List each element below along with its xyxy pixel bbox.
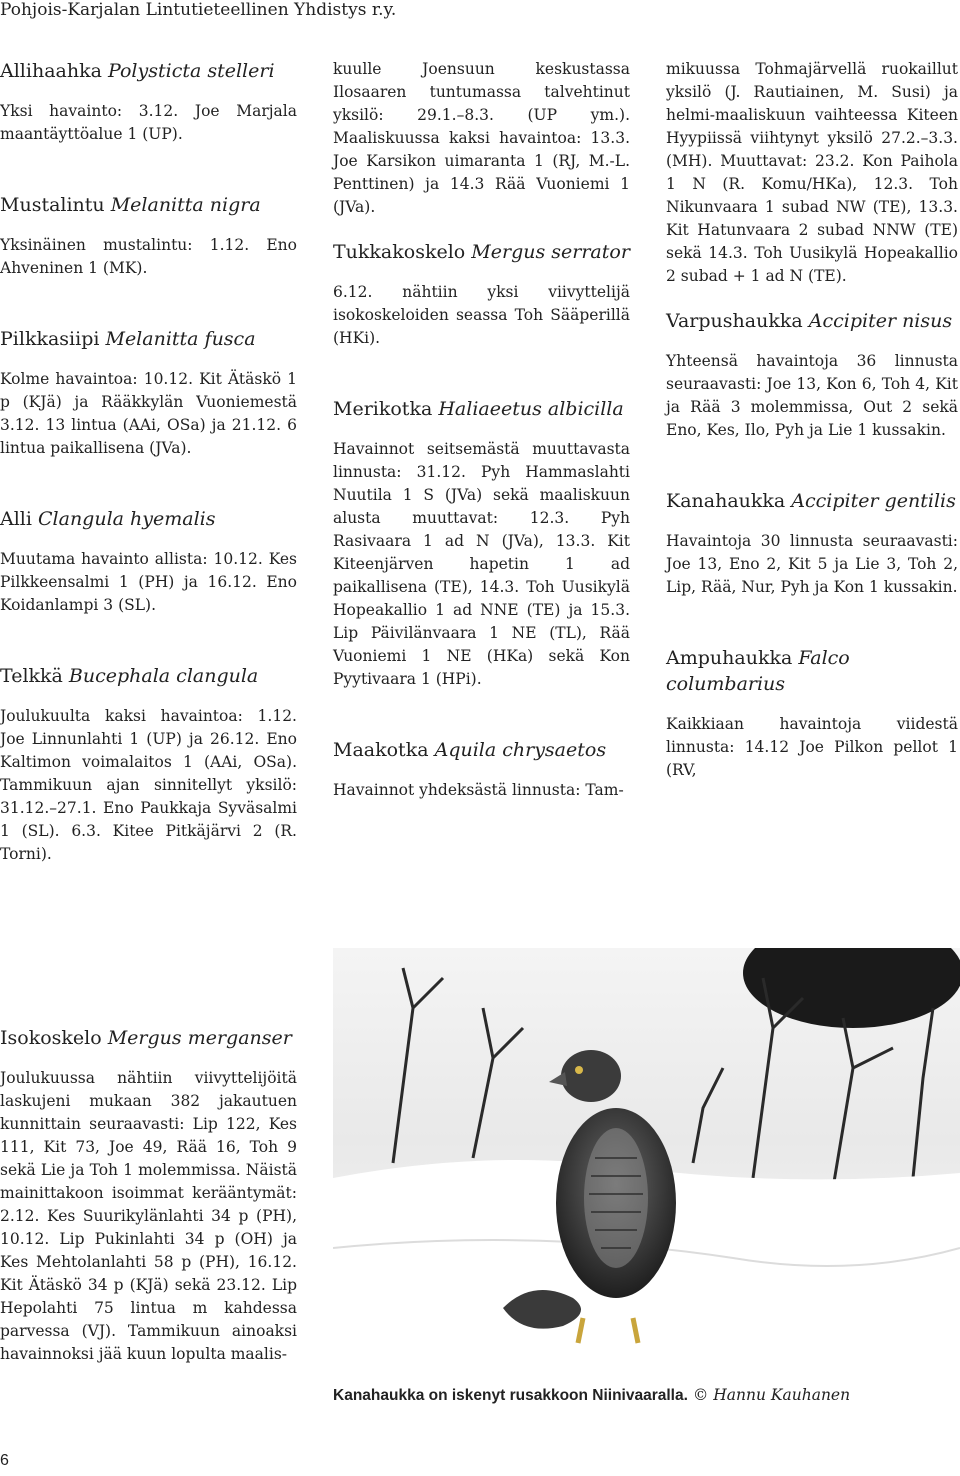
photo-caption	[333, 1386, 850, 1405]
species-entry	[0, 506, 297, 617]
page-number: 6	[0, 1452, 9, 1469]
species-entry	[666, 308, 958, 442]
photo-credit: © Hannu Kauhanen	[692, 1386, 851, 1404]
species-entry	[0, 326, 297, 460]
species-entry	[666, 645, 958, 782]
species-text: Yksinäinen mustalintu: 1.12. Eno Ahveninen 1 (MK).	[0, 236, 297, 277]
species-heading: Kanahaukka Accipiter gentilis	[666, 490, 956, 512]
species-heading: Maakotka Aquila chrysaetos	[333, 739, 607, 761]
column-2	[333, 58, 630, 848]
continued-text: kuulle Joensuun keskustassa Ilosaaren tuntumassa talvehtinut yksilö: 29.1.–8.3. (UP ym.). Maaliskuussa kaksi havaintoa: 13.3. Joe Karsikon uimaranta 1 (RJ, M.-L. Penttinen) ja 14.3 Rää Vuoniemi 1 (JVa).	[333, 60, 630, 216]
species-heading: Varpushaukka Accipiter nisus	[666, 310, 953, 332]
species-heading: Allihaahka Polysticta stelleri	[0, 60, 275, 82]
species-entry	[333, 239, 630, 350]
species-heading: Telkkä Bucephala clangula	[0, 665, 259, 687]
species-heading: Mustalintu Melanitta nigra	[0, 194, 261, 216]
species-entry	[0, 58, 297, 146]
species-text: Joulukuulta kaksi havaintoa: 1.12. Joe Linnunlahti 1 (UP) ja 26.12. Eno Kaltimon voimalaitos 1 (AAi, OSa). Tammikuun ajan sinnitellyt yksilö: 31.12.–27.1. Eno Paukkaja Syväsalmi 1 (SL). 6.3. Kitee Pitkäjärvi 2 (R. Torni).	[0, 707, 297, 863]
species-heading: Merikotka Haliaeetus albicilla	[333, 398, 624, 420]
species-text: Yhteensä havaintoja 36 linnusta seuraavasti: Joe 13, Kon 6, Toh 4, Kit ja Rää 3 molemmissa, Out 2 sekä Eno, Kes, Ilo, Pyh ja Lie 1 kussakin.	[666, 352, 958, 439]
species-text: Yksi havainto: 3.12. Joe Marjala maantäyttöalue 1 (UP).	[0, 102, 297, 143]
species-text: Havainnot seitsemästä muuttavasta linnusta: 31.12. Pyh Hammaslahti Nuutila 1 S (JVa) sekä maaliskuun alusta muuttavat: 12.3. Pyh Rasivaara 1 ad N (JVa), 13.3. Kit Kiteenjärven hapetin 1 ad paikallisena (TE), 14.3. Toh Uusikylä Hopeakallio 1 ad NNE (TE) ja 15.3. Lip Päivilänvaara 1 NE (TL), Rää Vuoniemi 1 NE (HKa) sekä Kon Pyytivaara 1 (HPi).	[333, 440, 630, 688]
continued-text: mikuussa Tohmajärvellä ruokaillut yksilö (J. Rautiainen, M. Susi) ja helmi-maaliskuun vaihteessa Kiteen Hyypiissä viihtynyt yksilö 27.2.–3.3. (MH). Muuttavat: 23.2. Kon Paihola 1 N (R. Komu/HKa), 12.3. Toh Nikunvaara 1 subad NW (TE), 13.3. Kit Hatunvaara 2 subad NNW (TE) sekä 14.3. Toh Uusikylä Hopeakallio 2 subad + 1 ad N (TE).	[666, 60, 958, 285]
species-entry	[0, 192, 297, 280]
species-heading: Pilkkasiipi Melanitta fusca	[0, 328, 256, 350]
species-entry	[666, 488, 958, 599]
goshawk-illustration	[333, 948, 960, 1376]
species-text: Kolme havaintoa: 10.12. Kit Ätäskö 1 p (KJä) ja Rääkkylän Vuoniemestä 3.12. 13 lintua (AAi, OSa) ja 21.12. 6 lintua paikallisena (JVa).	[0, 370, 297, 457]
species-text: 6.12. nähtiin yksi viivyttelijä isokoskeloiden seassa Toh Sääperillä (HKi).	[333, 283, 630, 347]
goshawk-photo	[333, 948, 960, 1376]
species-heading: Ampuhaukka Falco columbarius	[666, 647, 850, 695]
species-text: Kaikkiaan havaintoja viidestä linnusta: 14.12 Joe Pilkon pellot 1 (RV,	[666, 715, 958, 779]
species-heading: Alli Clangula hyemalis	[0, 508, 216, 530]
species-text: Havainnot yhdeksästä linnusta: Tam-	[333, 781, 624, 799]
species-entry	[0, 663, 297, 866]
column-3	[666, 58, 958, 828]
caption-text: Kanahaukka on iskenyt rusakkoon Niinivaaralla.	[333, 1387, 688, 1404]
species-entry	[333, 737, 630, 802]
column-1	[0, 58, 297, 912]
running-header: Pohjois-Karjalan Lintutieteellinen Yhdistys r.y.	[0, 0, 397, 20]
species-text: Joulukuussa nähtiin viivyttelijöitä laskujeni mukaan 382 jakautuen kunnittain seuraavasti: Lip 122, Kes 111, Kit 73, Joe 49, Rää 16, Toh 9 sekä Lie ja Toh 1 molemmissa. Näistä mainittakoon isoimmat kerääntymät: 2.12. Kes Suurikylänlahti 34 p (PH), 10.12. Lip Pukinlahti 34 p (OH) ja Kes Mehtolanlahti 58 p (PH), 16.12. Kit Ätäskö 34 p (KJä) sekä 23.12. Lip Hepolahti 75 lintua m kahdessa parvessa (VJ). Tammikuun ainoaksi havainnoksi jää kuun lopulta maalis-	[0, 1069, 297, 1363]
species-text: Havaintoja 30 linnusta seuraavasti: Joe 13, Eno 2, Kit 5 ja Lie 3, Toh 2, Lip, Rää, Nur, Pyh ja Kon 1 kussakin.	[666, 532, 958, 596]
species-entry	[333, 396, 630, 691]
species-heading: Isokoskelo Mergus merganser	[0, 1027, 292, 1049]
species-entry-isokoskelo	[0, 1025, 297, 1412]
species-text: Muutama havainto allista: 10.12. Kes Pilkkeensalmi 1 (PH) ja 16.12. Eno Koidanlampi 3 (SL).	[0, 550, 297, 614]
species-heading: Tukkakoskelo Mergus serrator	[333, 241, 630, 263]
